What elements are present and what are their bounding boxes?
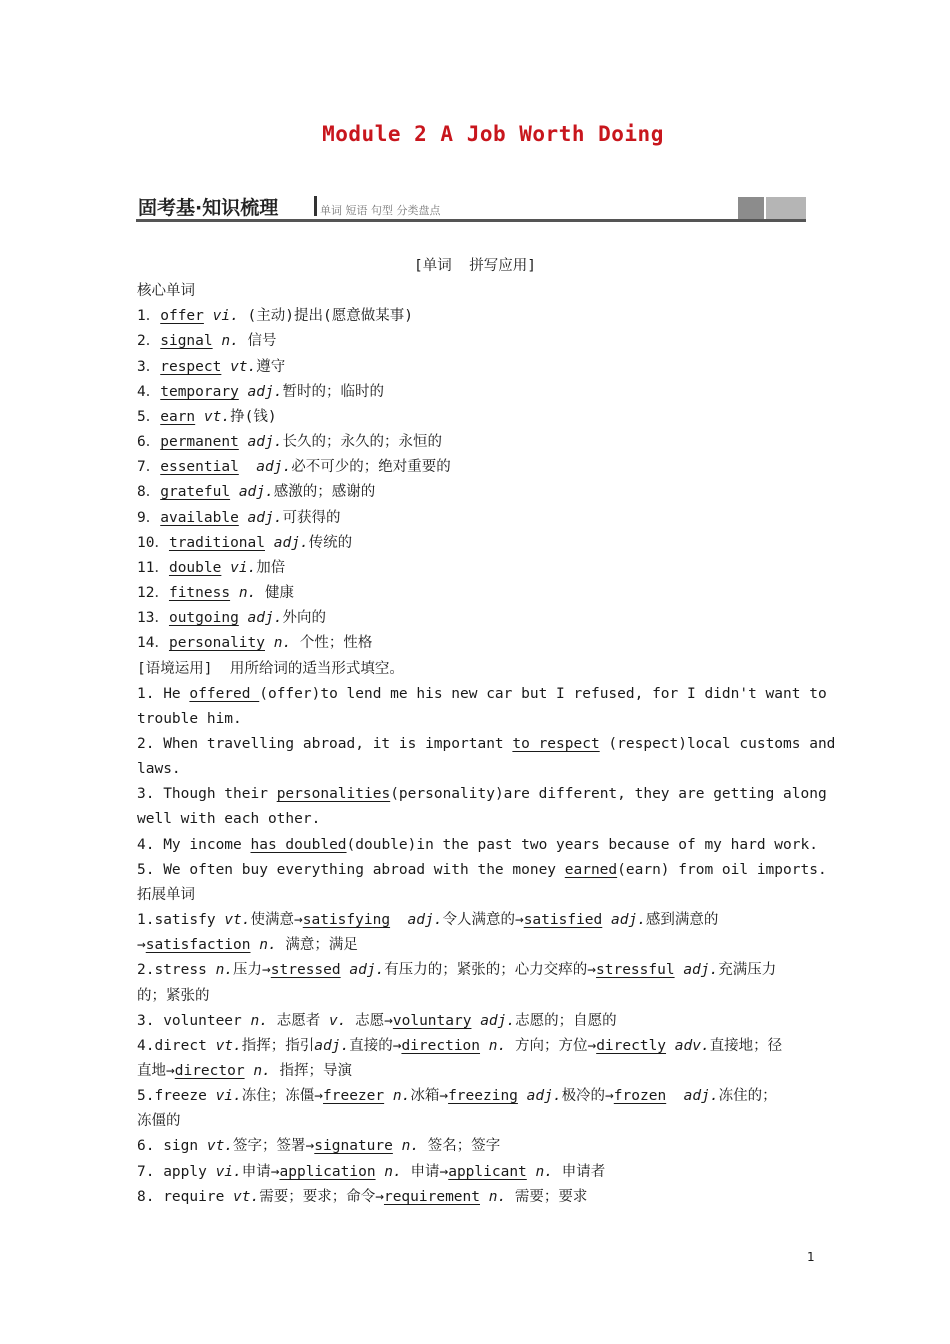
extension-item-2-cont: 的；紧张的 xyxy=(137,987,210,1004)
core-word: permanent xyxy=(160,434,239,451)
core-word: fitness xyxy=(168,585,231,602)
part-of-speech: vt. xyxy=(203,408,231,425)
core-word: double xyxy=(168,559,222,576)
extension-item-7: 7. apply vi.申请→application n. 申请→applicant n. 申请者 xyxy=(137,1163,606,1180)
meaning: 感激的；感谢的 xyxy=(273,484,376,501)
core-word-item: 3．respect vt.遵守 xyxy=(137,358,286,375)
core-word: earn xyxy=(160,408,196,425)
core-word-item: 13．outgoing adj.外向的 xyxy=(137,610,326,627)
context-sentence-3: 3. Though their personalities(personality)are different, they are getting along xyxy=(137,786,827,803)
part-of-speech: adj. xyxy=(247,383,283,400)
core-word: essential xyxy=(160,459,239,476)
part-of-speech: n. xyxy=(273,635,292,652)
extension-item-4-cont: 直地→director n. 指挥；导演 xyxy=(137,1063,353,1079)
core-word-item: 5．earn vt.挣(钱) xyxy=(137,408,277,425)
core-word-item: 14．personality n. 个性；性格 xyxy=(137,635,373,652)
context-sentence-4: 4. My income has doubled(double)in the past two years because of my hard work. xyxy=(137,836,818,853)
context-sentence-2: 2. When travelling abroad, it is important to respect (respect)local customs and xyxy=(137,735,836,752)
context-sentence-5: 5. We often buy everything abroad with the money earned(earn) from oil imports. xyxy=(137,861,827,878)
answer-blank: offered xyxy=(189,685,260,702)
meaning: 个性；性格 xyxy=(291,635,373,652)
part-of-speech: adj. xyxy=(247,610,283,627)
meaning: 健康 xyxy=(256,585,295,602)
core-word: available xyxy=(160,509,239,526)
part-of-speech: n. xyxy=(238,585,257,602)
page-number: 1 xyxy=(807,1250,815,1264)
page-title: Module 2 A Job Worth Doing xyxy=(322,122,664,146)
meaning: 长久的；永久的；永恒的 xyxy=(282,434,442,451)
meaning: 可获得的 xyxy=(282,509,341,526)
extension-item-5-cont: 冻僵的 xyxy=(137,1113,181,1130)
core-word-item: 4．temporary adj.暂时的；临时的 xyxy=(137,383,384,400)
core-word: traditional xyxy=(168,534,265,551)
core-word-item: 12．fitness n. 健康 xyxy=(137,585,295,602)
core-word-item: 9．available adj.可获得的 xyxy=(137,509,341,526)
answer-blank: earned xyxy=(564,861,618,878)
meaning: 信号 xyxy=(238,333,277,350)
core-word-item: 7．essential adj.必不可少的；绝对重要的 xyxy=(137,459,451,476)
meaning: (主动)提出(愿意做某事) xyxy=(238,308,413,325)
document-body xyxy=(137,254,836,1210)
part-of-speech: vi. xyxy=(212,308,239,325)
answer-blank: has doubled xyxy=(250,836,347,853)
part-of-speech: adj. xyxy=(238,484,274,501)
answer-blank: personalities xyxy=(276,786,391,803)
core-word-item: 1．offer vi. (主动)提出(愿意做某事) xyxy=(137,308,413,325)
banner-divider xyxy=(314,196,317,216)
core-word: personality xyxy=(168,635,265,652)
part-of-speech: vi. xyxy=(230,559,257,576)
meaning: 加倍 xyxy=(256,559,286,576)
section-banner xyxy=(136,193,806,223)
core-word: outgoing xyxy=(168,610,239,627)
core-word-item: 2．signal n. 信号 xyxy=(137,333,277,350)
context-sentence-1-cont: trouble him. xyxy=(137,710,242,727)
core-word-item: 11．double vi.加倍 xyxy=(137,559,286,576)
context-sentence-2-cont: laws. xyxy=(137,761,181,778)
banner-rule xyxy=(136,219,806,222)
extension-item-1-cont: →satisfaction n. 满意；满足 xyxy=(137,937,358,954)
part-of-speech: adj. xyxy=(247,434,283,451)
context-sentence-1: 1. He offered (offer)to lend me his new car but I refused, for I didn't want to xyxy=(137,685,827,702)
extension-item-6: 6. sign vt.签字；签署→signature n. 签名；签字 xyxy=(137,1138,501,1155)
part-of-speech: n. xyxy=(221,333,239,350)
meaning: 必不可少的；绝对重要的 xyxy=(291,459,451,476)
section-heading: [单词 拼写应用] xyxy=(414,258,536,274)
extension-heading: 拓展单词 xyxy=(137,886,195,903)
banner-subtitle: 单词 短语 句型 分类盘点 xyxy=(320,204,441,217)
core-word-item: 6．permanent adj.长久的；永久的；永恒的 xyxy=(137,434,442,451)
core-word: grateful xyxy=(160,484,231,501)
extension-item-8: 8. require vt.需要；要求；命令→requirement n. 需要；要求 xyxy=(137,1188,588,1205)
meaning: 遵守 xyxy=(256,358,286,375)
core-word: offer xyxy=(160,308,204,325)
extension-item-2: 2.stress n.压力→stressed adj.有压力的；紧张的；心力交瘁的→stressful adj.充满压力 xyxy=(137,962,777,979)
meaning: 暂时的；临时的 xyxy=(282,383,384,400)
core-words-list xyxy=(137,304,817,656)
core-word-item: 8．grateful adj.感激的；感谢的 xyxy=(137,484,376,501)
extension-item-3: 3. volunteer n. 志愿者 v. 志愿→voluntary adj.志愿的；自愿的 xyxy=(137,1012,617,1029)
meaning: 传统的 xyxy=(308,534,353,551)
part-of-speech: adj. xyxy=(247,459,292,476)
core-word: respect xyxy=(160,358,222,375)
answer-blank: to respect xyxy=(512,735,600,752)
core-words-heading: 核心单词 xyxy=(137,283,195,300)
part-of-speech: vt. xyxy=(230,358,257,375)
context-sentence-3-cont: well with each other. xyxy=(137,811,321,828)
core-word: signal xyxy=(160,333,213,350)
core-word-item: 10．traditional adj.传统的 xyxy=(137,534,353,551)
part-of-speech: adj. xyxy=(247,509,283,526)
extension-item-5: 5.freeze vi.冻住；冻僵→freezer n.冰箱→freezing adj.极冷的→frozen adj.冻住的； xyxy=(137,1088,777,1105)
meaning: 挣(钱) xyxy=(230,408,277,425)
core-word: temporary xyxy=(160,383,239,400)
banner-block-dark xyxy=(738,197,764,219)
banner-title: 固考基·知识梳理 xyxy=(138,197,279,219)
extension-item-4: 4.direct vt.指挥；指引adj.直接的→direction n. 方向；方位→directly adv.直接地；径 xyxy=(137,1037,783,1054)
banner-block-light xyxy=(766,197,806,219)
extension-item-1: 1.satisfy vt.使满意→satisfying adj.令人满意的→satisfied adj.感到满意的 xyxy=(137,912,719,929)
meaning: 外向的 xyxy=(282,610,326,627)
part-of-speech: adj. xyxy=(273,534,309,551)
context-heading: [语境运用] 用所给词的适当形式填空。 xyxy=(137,660,404,677)
